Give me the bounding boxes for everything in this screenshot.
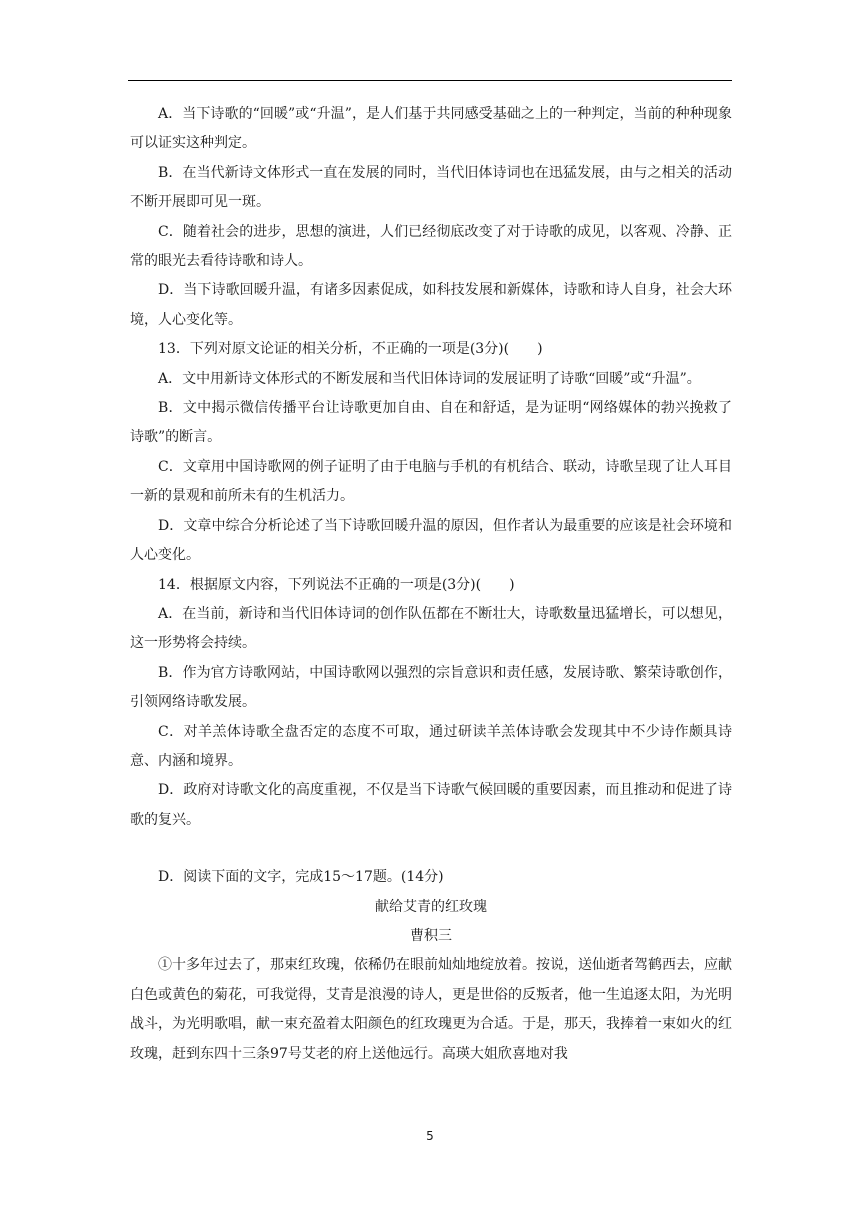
header-rule: [128, 80, 732, 81]
question-14: 14．根据原文内容，下列说法不正确的一项是(3分)( ): [158, 576, 515, 593]
article-author: 曹积三: [410, 927, 452, 944]
option-paragraph: D．文章中综合分析论述了当下诗歌回暖升温的原因，但作者认为最重要的应该是社会环境和人心变化。: [130, 517, 732, 564]
document-body: [130, 100, 732, 1069]
article-paragraph: ①十多年过去了，那束红玫瑰，依稀仍在眼前灿灿地绽放着。按说，送仙逝者驾鹤西去，应献白色或黄色的菊花，可我觉得，艾青是浪漫的诗人，更是世俗的反叛者，他一生追逐太阳，为光明战斗，为光明歌唱，献一束充盈着太阳颜色的红玫瑰更为合适。于是，那天，我捧着一束如火的红玫瑰，赶到东四十三条97号艾老的府上送他远行。高瑛大姐欣喜地对我: [130, 957, 732, 1062]
option-paragraph: B．在当代新诗文体形式一直在发展的同时，当代旧体诗词也在迅猛发展，由与之相关的活动不断开展即可见一斑。: [130, 164, 732, 211]
option-paragraph: C．文章用中国诗歌网的例子证明了由于电脑与手机的有机结合、联动，诗歌呈现了让人耳目一新的景观和前所未有的生机活力。: [130, 458, 732, 505]
option-paragraph: D．当下诗歌回暖升温，有诸多因素促成，如科技发展和新媒体，诗歌和诗人自身，社会大环境，人心变化等。: [130, 282, 732, 328]
option-paragraph: C．随着社会的进步，思想的演进，人们已经彻底改变了对于诗歌的成见，以客观、冷静、正常的眼光去看待诗歌和诗人。: [130, 223, 732, 270]
section-intro: D．阅读下面的文字，完成15～17题。(14分): [158, 869, 444, 886]
option-paragraph: B．作为官方诗歌网站，中国诗歌网以强烈的宗旨意识和责任感，发展诗歌、繁荣诗歌创作，引领网络诗歌发展。: [130, 664, 732, 711]
option-paragraph: C．对羊羔体诗歌全盘否定的态度不可取，通过研读羊羔体诗歌会发现其中不少诗作颇具诗意、内涵和境界。: [130, 723, 732, 769]
option-paragraph: A．在当前，新诗和当代旧体诗词的创作队伍都在不断壮大，诗歌数量迅猛增长，可以想见，这一形势将会持续。: [130, 605, 732, 652]
option-paragraph: D．政府对诗歌文化的高度重视，不仅是当下诗歌气候回暖的重要因素，而且推动和促进了诗歌的复兴。: [130, 782, 732, 828]
option-paragraph: B．文中揭示微信传播平台让诗歌更加自由、自在和舒适，是为证明“网络媒体的勃兴挽救了诗歌”的断言。: [130, 400, 732, 446]
blank-line: [130, 835, 732, 863]
option-paragraph: A．文中用新诗文体形式的不断发展和当代旧体诗词的发展证明了诗歌“回暖”或“升温”。: [158, 370, 701, 387]
page-number: 5: [426, 1129, 434, 1143]
question-13: 13．下列对原文论证的相关分析，不正确的一项是(3分)( ): [158, 341, 543, 358]
article-title: 献给艾青的红玫瑰: [375, 898, 487, 915]
option-paragraph: A．当下诗歌的“回暖”或“升温”，是人们基于共同感受基础之上的一种判定，当前的种种现象可以证实这种判定。: [130, 106, 732, 152]
